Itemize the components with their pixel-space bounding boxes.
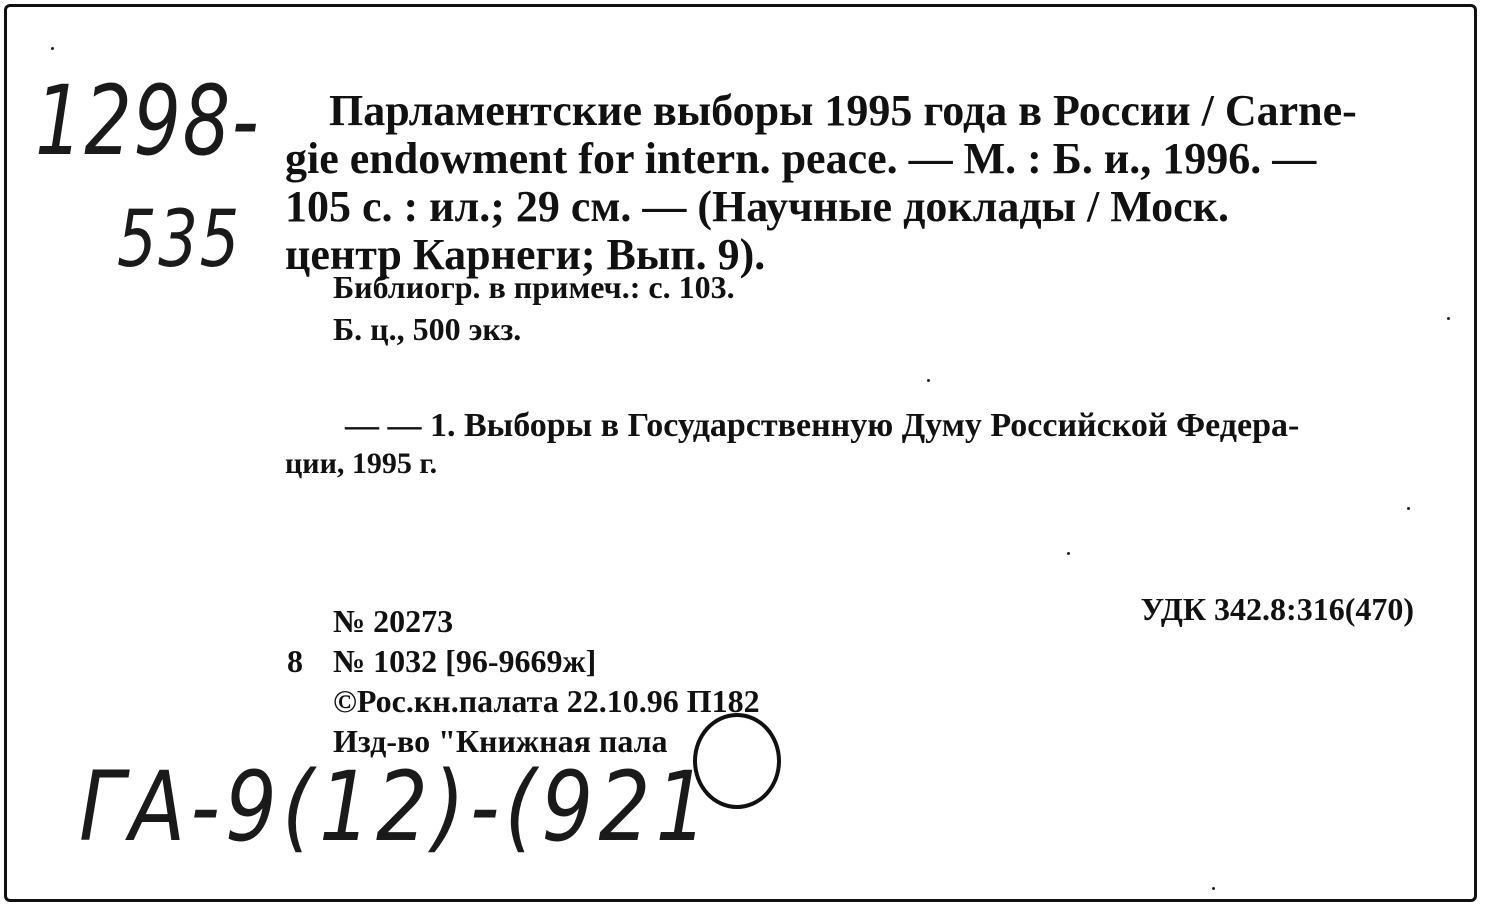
scan-speck xyxy=(1067,552,1070,555)
registration-number-2: № 1032 [96-9669ж] xyxy=(333,643,597,679)
entry-line-1: Парламентские выборы 1995 года в России / Carne- xyxy=(329,86,1357,135)
bibliographic-entry xyxy=(285,87,1425,279)
scan-speck xyxy=(927,379,930,382)
registration-lead-number: 8 xyxy=(287,643,303,679)
handwritten-bottom-code: ГА-9(12)-(921 xyxy=(79,751,713,863)
registration-number-1: № 20273 xyxy=(333,603,454,639)
registration-block xyxy=(287,601,760,761)
scan-speck xyxy=(1212,887,1215,890)
subject-line-1: — — 1. Выборы в Государственную Думу Российской Федера- xyxy=(345,407,1300,444)
entry-line-4: центр Карнеги; Вып. 9). xyxy=(285,230,766,279)
scan-speck xyxy=(1447,317,1450,320)
copyright-line: ©Рос.кн.палата 22.10.96 П182 xyxy=(333,683,760,719)
scan-speck xyxy=(51,47,54,50)
bibliography-note: Библиогр. в примеч.: с. 103. xyxy=(333,269,735,305)
udc-code: УДК 342.8:316(470) xyxy=(1140,591,1414,627)
subject-line-2: ции, 1995 г. xyxy=(285,447,438,480)
publisher-line: Изд-во "Книжная пала xyxy=(333,723,668,759)
catalog-card xyxy=(4,4,1477,902)
entry-line-2: gie endowment for intern. peace. — М. : Б. и., 1996. — xyxy=(285,134,1317,183)
price-note: Б. ц., 500 экз. xyxy=(333,311,522,347)
handwritten-shelf-mark-line1: 1298- xyxy=(35,65,261,177)
subject-heading xyxy=(285,407,1425,483)
entry-line-3: 105 с. : ил.; 29 см. — (Научные доклады / Моск. xyxy=(285,182,1230,231)
handwritten-shelf-mark-line2: 535 xyxy=(117,195,241,285)
scan-speck xyxy=(1407,507,1410,510)
